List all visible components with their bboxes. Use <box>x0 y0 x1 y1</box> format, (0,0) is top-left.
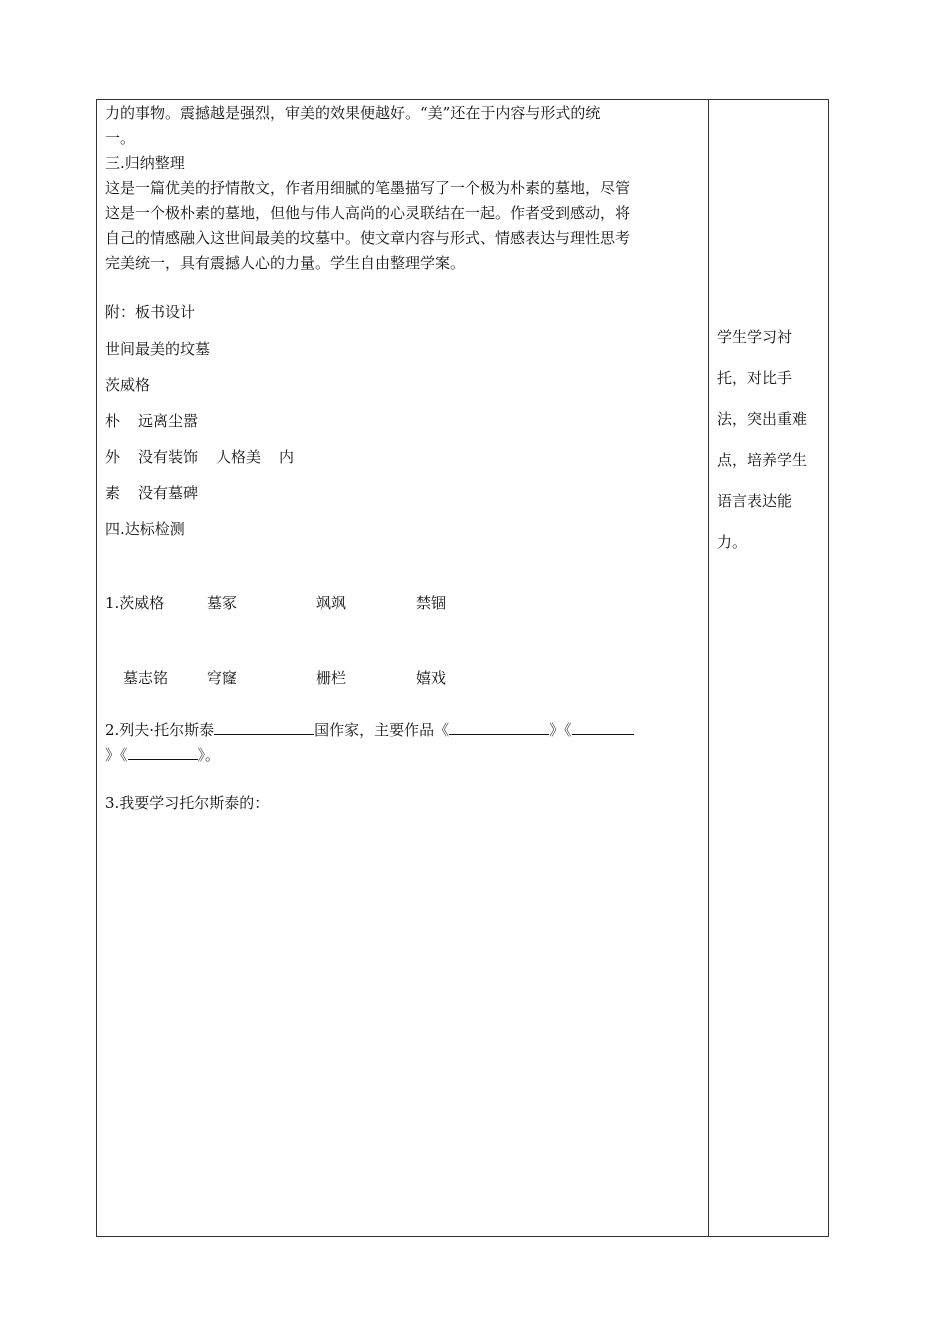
board-cell: 人格美 <box>216 448 262 466</box>
section-heading-3: 三.归纳整理 <box>105 154 185 172</box>
work-blank-2[interactable] <box>572 716 634 735</box>
paragraph-line: 一。 <box>105 129 136 147</box>
work-blank-3[interactable] <box>128 741 198 760</box>
note-line: 力。 <box>717 533 748 551</box>
board-row <box>105 445 294 470</box>
paragraph-line: 这是一个极朴素的墓地，但他与伟人高尚的心灵联结在一起。作者受到感动，将 <box>105 204 631 222</box>
section-heading-4: 四.达标检测 <box>105 520 185 538</box>
vocab-word: 墓志铭 <box>123 669 169 687</box>
q2-line2-start: 》《 <box>105 746 128 764</box>
question-2-line-2 <box>105 741 220 768</box>
q2-close1: 》《 <box>549 721 572 739</box>
board-cell: 没有装饰 <box>138 448 199 466</box>
note-line: 法，突出重难 <box>717 410 808 428</box>
work-blank-1[interactable] <box>449 716 549 735</box>
q2-line2-end: 》。 <box>197 746 221 764</box>
q2-prefix: 2.列夫·托尔斯泰 <box>105 721 215 739</box>
note-line: 托，对比手 <box>717 369 793 387</box>
note-line: 学生学习衬 <box>717 328 793 346</box>
paragraph-line: 力的事物。震撼越是强烈，审美的效果便越好。“美”还在于内容与形式的统 <box>105 104 601 122</box>
q2-mid: 国作家，主要作品《 <box>314 721 450 739</box>
vocab-word: 1.茨威格 <box>105 594 165 612</box>
note-line: 点，培养学生 <box>717 451 808 469</box>
board-cell: 朴 <box>105 412 121 430</box>
vocab-word: 墓冢 <box>207 594 238 612</box>
board-row <box>105 481 198 506</box>
vocab-word: 飒飒 <box>316 594 347 612</box>
country-blank[interactable] <box>214 716 314 735</box>
paragraph-line: 这是一篇优美的抒情散文，作者用细腻的笔墨描写了一个极为朴素的墓地，尽管 <box>105 179 631 197</box>
board-cell: 素 <box>105 484 121 502</box>
note-line: 语言表达能 <box>717 492 793 510</box>
vocab-word: 禁锢 <box>416 594 447 612</box>
vocab-word: 穹窿 <box>207 669 238 687</box>
board-cell: 内 <box>279 448 295 466</box>
question-3: 3.我要学习托尔斯泰的： <box>105 794 270 812</box>
column-divider <box>708 100 709 1236</box>
vocab-word: 栅栏 <box>316 669 347 687</box>
board-cell: 外 <box>105 448 121 466</box>
board-row <box>105 409 198 434</box>
board-cell: 远离尘嚣 <box>138 412 199 430</box>
vocab-word: 嬉戏 <box>416 669 447 687</box>
lesson-table <box>96 99 829 1237</box>
question-2-line-1 <box>105 716 634 743</box>
paragraph-line: 自己的情感融入这世间最美的坟墓中。使文章内容与形式、情感表达与理性思考 <box>105 229 631 247</box>
board-design-label: 附：板书设计 <box>105 303 196 321</box>
board-cell: 没有墓碑 <box>138 484 199 502</box>
paragraph-line: 完美统一，具有震撼人心的力量。学生自由整理学案。 <box>105 254 466 272</box>
board-author: 茨威格 <box>105 376 151 394</box>
board-title: 世间最美的坟墓 <box>105 340 211 358</box>
